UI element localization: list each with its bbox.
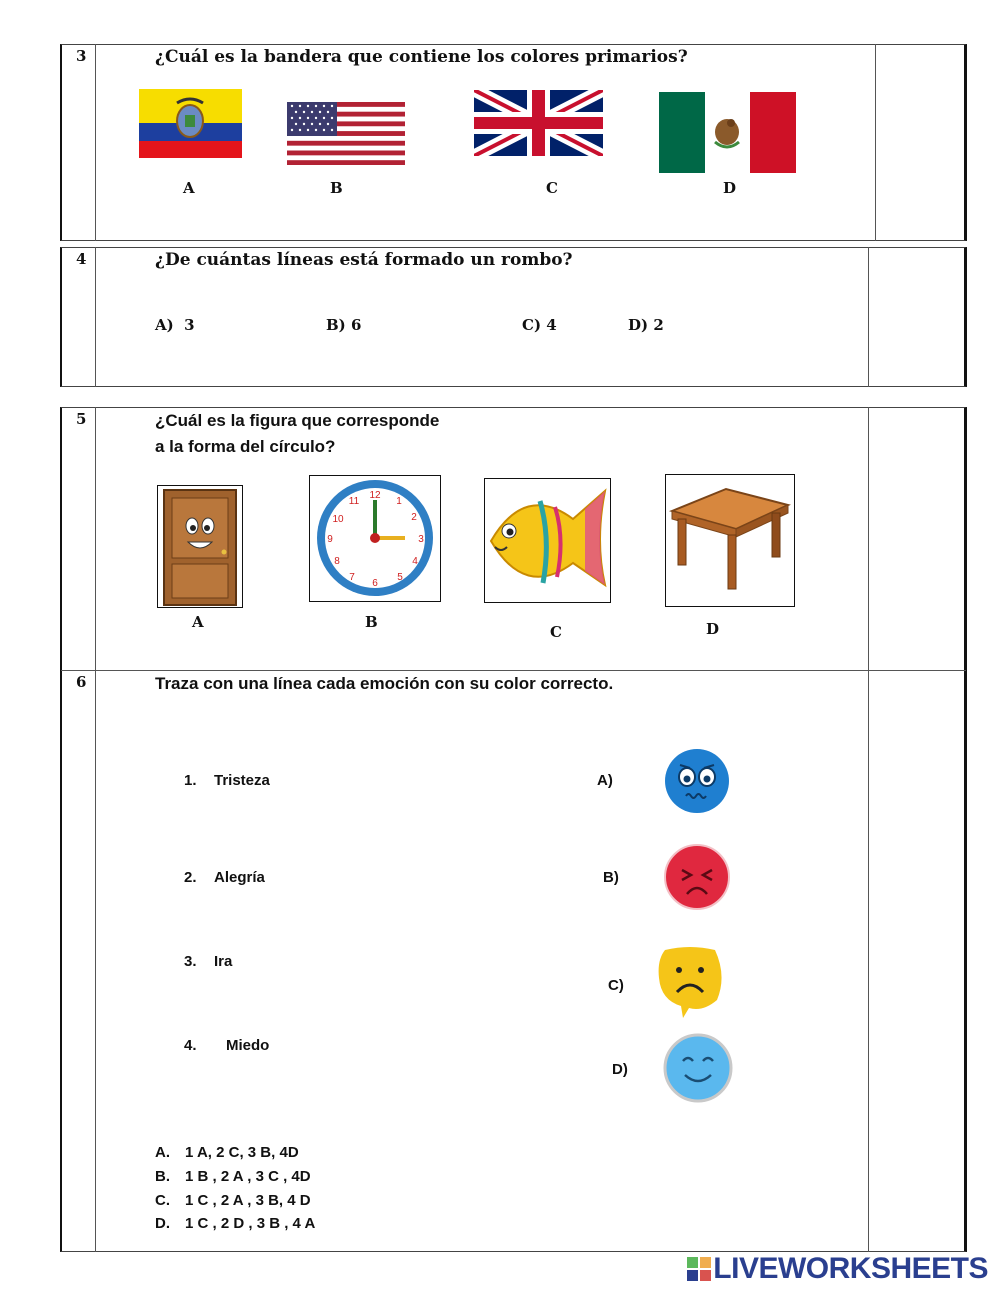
q4-divider-right bbox=[868, 247, 869, 387]
ecuador-flag[interactable] bbox=[139, 89, 242, 158]
uk-flag[interactable] bbox=[474, 90, 603, 156]
answer-d-text[interactable]: 1 C , 2 D , 3 B , 4 A bbox=[185, 1215, 316, 1232]
q5-label-a: A bbox=[192, 613, 204, 631]
scared-face-icon[interactable] bbox=[664, 748, 730, 814]
q4-number: 4 bbox=[76, 250, 87, 268]
svg-text:3: 3 bbox=[418, 534, 424, 545]
q5-label-d: D bbox=[706, 620, 720, 638]
svg-text:9: 9 bbox=[327, 534, 333, 545]
face-label-a: A) bbox=[597, 772, 613, 789]
answer-a-text[interactable]: 1 A, 2 C, 3 B, 4D bbox=[185, 1144, 299, 1161]
mexico-flag[interactable] bbox=[659, 92, 796, 173]
answer-c-letter: C. bbox=[155, 1192, 170, 1209]
liveworksheets-logo bbox=[687, 1252, 988, 1286]
q6-number: 6 bbox=[76, 673, 87, 691]
q4-divider-left bbox=[95, 247, 96, 387]
q3-divider-right bbox=[875, 44, 876, 241]
happy-face-icon[interactable] bbox=[663, 1033, 733, 1103]
q5-q6-separator bbox=[61, 670, 966, 671]
answer-d-letter: D. bbox=[155, 1215, 170, 1232]
svg-text:4: 4 bbox=[412, 556, 418, 567]
emotion-3-text[interactable]: Ira bbox=[214, 953, 233, 970]
face-label-b: B) bbox=[603, 869, 619, 886]
logo-text: LIVEWORKSHEETS bbox=[713, 1252, 988, 1285]
q4-option-a[interactable]: A) 3 bbox=[155, 316, 195, 334]
answer-a-letter: A. bbox=[155, 1144, 170, 1161]
emotion-1-number: 1. bbox=[184, 772, 197, 789]
q3-number: 3 bbox=[76, 47, 87, 65]
svg-text:1: 1 bbox=[396, 496, 402, 507]
q4-option-d[interactable]: D) 2 bbox=[628, 316, 664, 334]
svg-text:10: 10 bbox=[332, 514, 344, 525]
q5-number: 5 bbox=[76, 410, 87, 428]
table-image[interactable] bbox=[665, 474, 795, 607]
face-label-c: C) bbox=[608, 977, 624, 994]
clock-image[interactable] bbox=[309, 475, 441, 602]
answer-b-text[interactable]: 1 B , 2 A , 3 C , 4D bbox=[185, 1168, 311, 1185]
door-image[interactable] bbox=[157, 485, 243, 608]
face-label-d: D) bbox=[612, 1061, 628, 1078]
sad-face-icon[interactable] bbox=[655, 946, 725, 1022]
q3-label-c: C bbox=[546, 179, 558, 197]
logo-grid-icon bbox=[687, 1257, 711, 1281]
emotion-2-number: 2. bbox=[184, 869, 197, 886]
q5-label-b: B bbox=[365, 613, 378, 631]
answer-c-text[interactable]: 1 C , 2 A , 3 B, 4 D bbox=[185, 1192, 311, 1209]
usa-flag[interactable] bbox=[287, 102, 405, 165]
emotion-4-text[interactable]: Miedo bbox=[226, 1037, 270, 1054]
emotion-3-number: 3. bbox=[184, 953, 197, 970]
q5-label-c: C bbox=[550, 623, 562, 641]
q3-question: ¿Cuál es la bandera que contiene los colores primarios? bbox=[155, 47, 688, 67]
q4-option-c[interactable]: C) 4 bbox=[522, 316, 557, 334]
emotion-1-text[interactable]: Tristeza bbox=[214, 772, 270, 789]
q56-divider-right bbox=[868, 407, 869, 1252]
emotion-2-text[interactable]: Alegría bbox=[214, 869, 265, 886]
angry-face-icon[interactable] bbox=[664, 842, 730, 910]
q4-option-b[interactable]: B) 6 bbox=[326, 316, 362, 334]
svg-text:7: 7 bbox=[349, 572, 355, 583]
q56-divider-left bbox=[95, 407, 96, 1252]
q3-label-b: B bbox=[330, 179, 343, 197]
svg-text:5: 5 bbox=[397, 572, 403, 583]
svg-text:2: 2 bbox=[411, 512, 417, 523]
q3-label-a: A bbox=[183, 179, 195, 197]
q5-question-line2: a la forma del círculo? bbox=[155, 437, 336, 456]
q3-divider-left bbox=[95, 44, 96, 241]
svg-text:11: 11 bbox=[348, 496, 360, 507]
q3-label-d: D bbox=[723, 179, 737, 197]
svg-text:8: 8 bbox=[334, 556, 340, 567]
fish-image[interactable] bbox=[484, 478, 611, 603]
svg-text:12: 12 bbox=[369, 490, 381, 501]
q6-question: Traza con una línea cada emoción con su color correcto. bbox=[155, 674, 614, 693]
emotion-4-number: 4. bbox=[184, 1037, 197, 1054]
q4-question: ¿De cuántas líneas está formado un rombo? bbox=[155, 250, 573, 270]
q5-question-line1: ¿Cuál es la figura que corresponde bbox=[155, 411, 440, 430]
answer-b-letter: B. bbox=[155, 1168, 170, 1185]
svg-text:6: 6 bbox=[372, 578, 378, 589]
